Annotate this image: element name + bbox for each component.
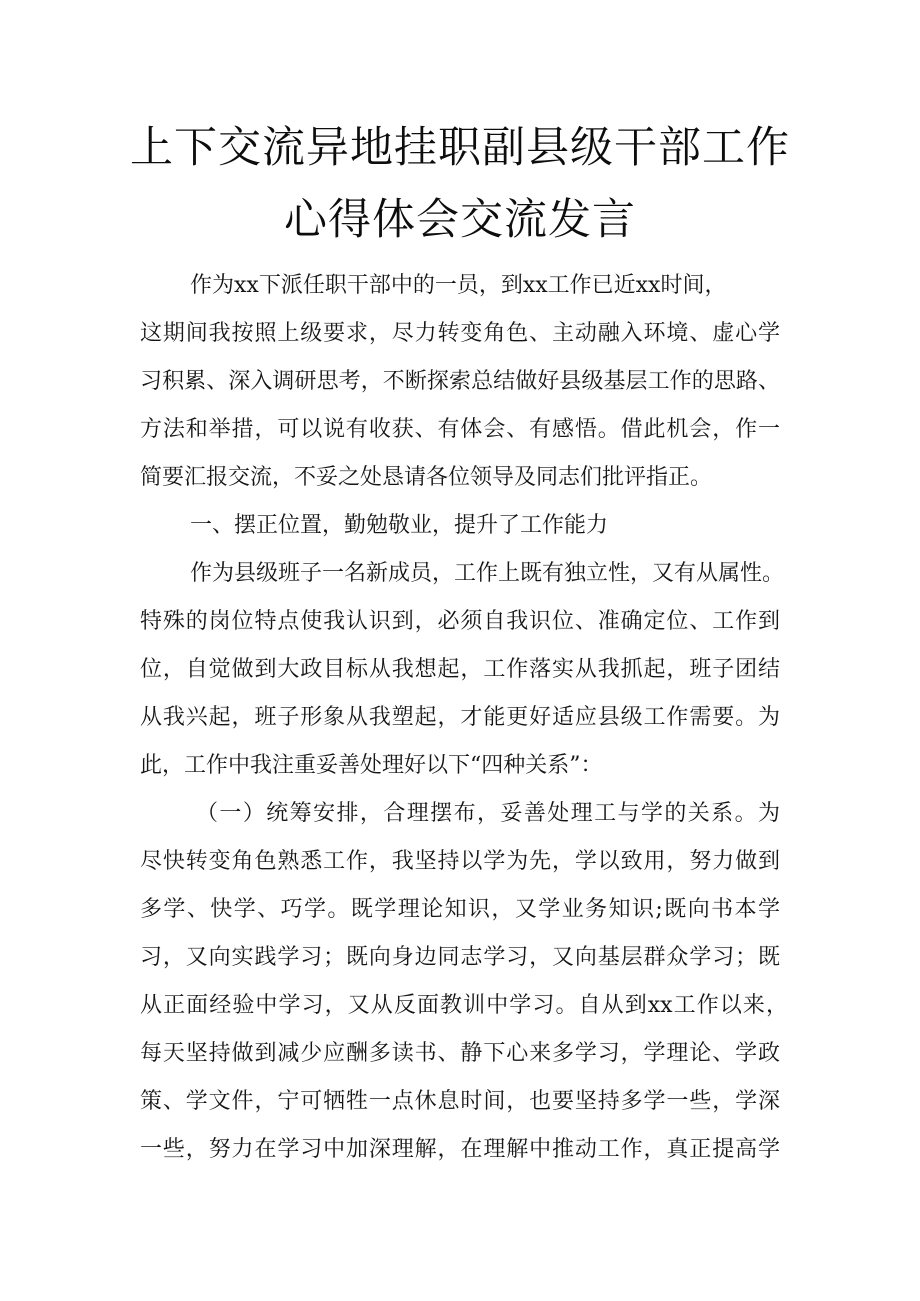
document-title-line-1: 上下交流异地挂职副县级干部工作: [130, 123, 790, 173]
paragraph-line: 习，又向实践学习；既向身边同志学习，又向基层群众学习；既: [140, 945, 780, 970]
paragraph-line: 从我兴起，班子形象从我塑起，才能更好适应县级工作需要。为: [140, 705, 780, 730]
paragraph-line: 习积累、深入调研思考，不断探索总结做好县级基层工作的思路、: [140, 369, 780, 394]
paragraph-line: 每天坚持做到减少应酬多读书、静下心来多学习，学理论、学政: [140, 1041, 780, 1066]
paragraph-line: 尽快转变角色熟悉工作，我坚持以学为先，学以致用，努力做到: [140, 849, 780, 874]
paragraph-line: 策、学文件，宁可牺牲一点休息时间，也要坚持多学一些，学深: [140, 1089, 780, 1114]
paragraph-line: 一些，努力在学习中加深理解，在理解中推动工作，真正提高学: [140, 1137, 780, 1162]
paragraph-line: 作为县级班子一名新成员，工作上既有独立性，又有从属性。: [190, 561, 785, 586]
paragraph-line: 多学、快学、巧学。既学理论知识，又学业务知识;既向书本学: [140, 897, 780, 922]
subsection-heading: （一）统筹安排，合理摆布，妥善处理工与学的关系。为: [196, 801, 780, 826]
paragraph-line: 特殊的岗位特点使我认识到，必须自我识位、准确定位、工作到: [140, 609, 780, 634]
document-title-line-2: 心得体会交流发言: [284, 195, 636, 245]
paragraph-line: 位，自觉做到大政目标从我想起，工作落实从我抓起，班子团结: [140, 657, 780, 682]
paragraph-line: 此，工作中我注重妥善处理好以下“四种关系”：: [140, 753, 603, 778]
paragraph-line: 这期间我按照上级要求，尽力转变角色、主动融入环境、虚心学: [140, 321, 780, 346]
section-heading: 一、摆正位置，勤勉敬业，提升了工作能力: [190, 513, 609, 538]
paragraph-line: 作为xx下派任职干部中的一员，到xx工作已近xx时间，: [190, 273, 727, 298]
paragraph-line: 方法和举措，可以说有收获、有体会、有感悟。借此机会，作一: [140, 417, 780, 442]
paragraph-line: 从正面经验中学习，又从反面教训中学习。自从到xx工作以来，: [140, 993, 788, 1018]
paragraph-line: 简要汇报交流，不妥之处恳请各位领导及同志们批评指正。: [140, 465, 713, 490]
